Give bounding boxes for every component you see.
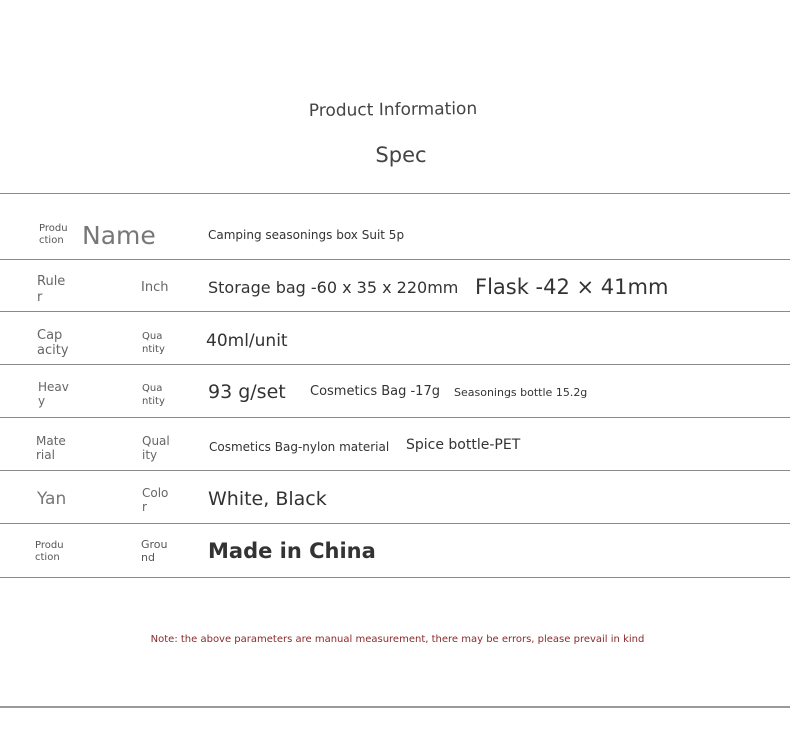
row-weight-value-3: Seasonings bottle 15.2g bbox=[454, 386, 588, 399]
row-material-label-1: Mate rial bbox=[36, 434, 66, 462]
divider bbox=[0, 311, 790, 312]
row-weight-label-1: Heav y bbox=[38, 380, 69, 408]
row-capacity-value: 40ml/unit bbox=[206, 331, 288, 351]
divider bbox=[0, 259, 790, 260]
row-material-label-2: Qual ity bbox=[142, 434, 170, 462]
row-weight-value-1: 93 g/set bbox=[208, 381, 286, 403]
row-name-label-2: Name bbox=[82, 221, 156, 250]
row-name-value: Camping seasonings box Suit 5p bbox=[208, 228, 405, 242]
row-origin-value: Made in China bbox=[208, 539, 376, 563]
bottom-divider bbox=[0, 706, 790, 708]
row-capacity-label-2: Qua ntity bbox=[142, 331, 165, 355]
row-name-label-1: Produ ction bbox=[39, 223, 68, 246]
row-weight-value-2: Cosmetics Bag -17g bbox=[310, 384, 440, 399]
disclaimer-note: Note: the above parameters are manual measurement, there may be errors, please prevail in kind bbox=[150, 634, 645, 645]
row-color-label-2: Colo r bbox=[142, 486, 169, 514]
divider bbox=[0, 417, 790, 418]
row-capacity-label-1: Cap acity bbox=[37, 328, 69, 358]
row-origin-label-1: Produ ction bbox=[35, 540, 64, 563]
divider bbox=[0, 577, 790, 578]
page-subtitle: Spec bbox=[375, 143, 427, 167]
divider bbox=[0, 523, 790, 524]
row-ruler-value-2: Flask -42 × 41mm bbox=[475, 275, 669, 299]
row-origin-label-2: Grou nd bbox=[141, 538, 168, 564]
page-title: Product Information bbox=[308, 98, 478, 122]
row-ruler-label-1: Rule r bbox=[37, 274, 66, 305]
row-weight-label-2: Qua ntity bbox=[142, 383, 165, 407]
divider bbox=[0, 364, 790, 365]
row-color-value: White, Black bbox=[208, 488, 327, 510]
divider bbox=[0, 470, 790, 471]
row-material-value-1: Cosmetics Bag-nylon material bbox=[209, 440, 390, 454]
row-ruler-value-1: Storage bag -60 x 35 x 220mm bbox=[208, 278, 459, 297]
row-material-value-2: Spice bottle-PET bbox=[406, 437, 521, 453]
row-ruler-label-2: Inch bbox=[141, 280, 169, 295]
divider bbox=[0, 193, 790, 194]
row-color-label-1: Yan bbox=[37, 489, 67, 509]
